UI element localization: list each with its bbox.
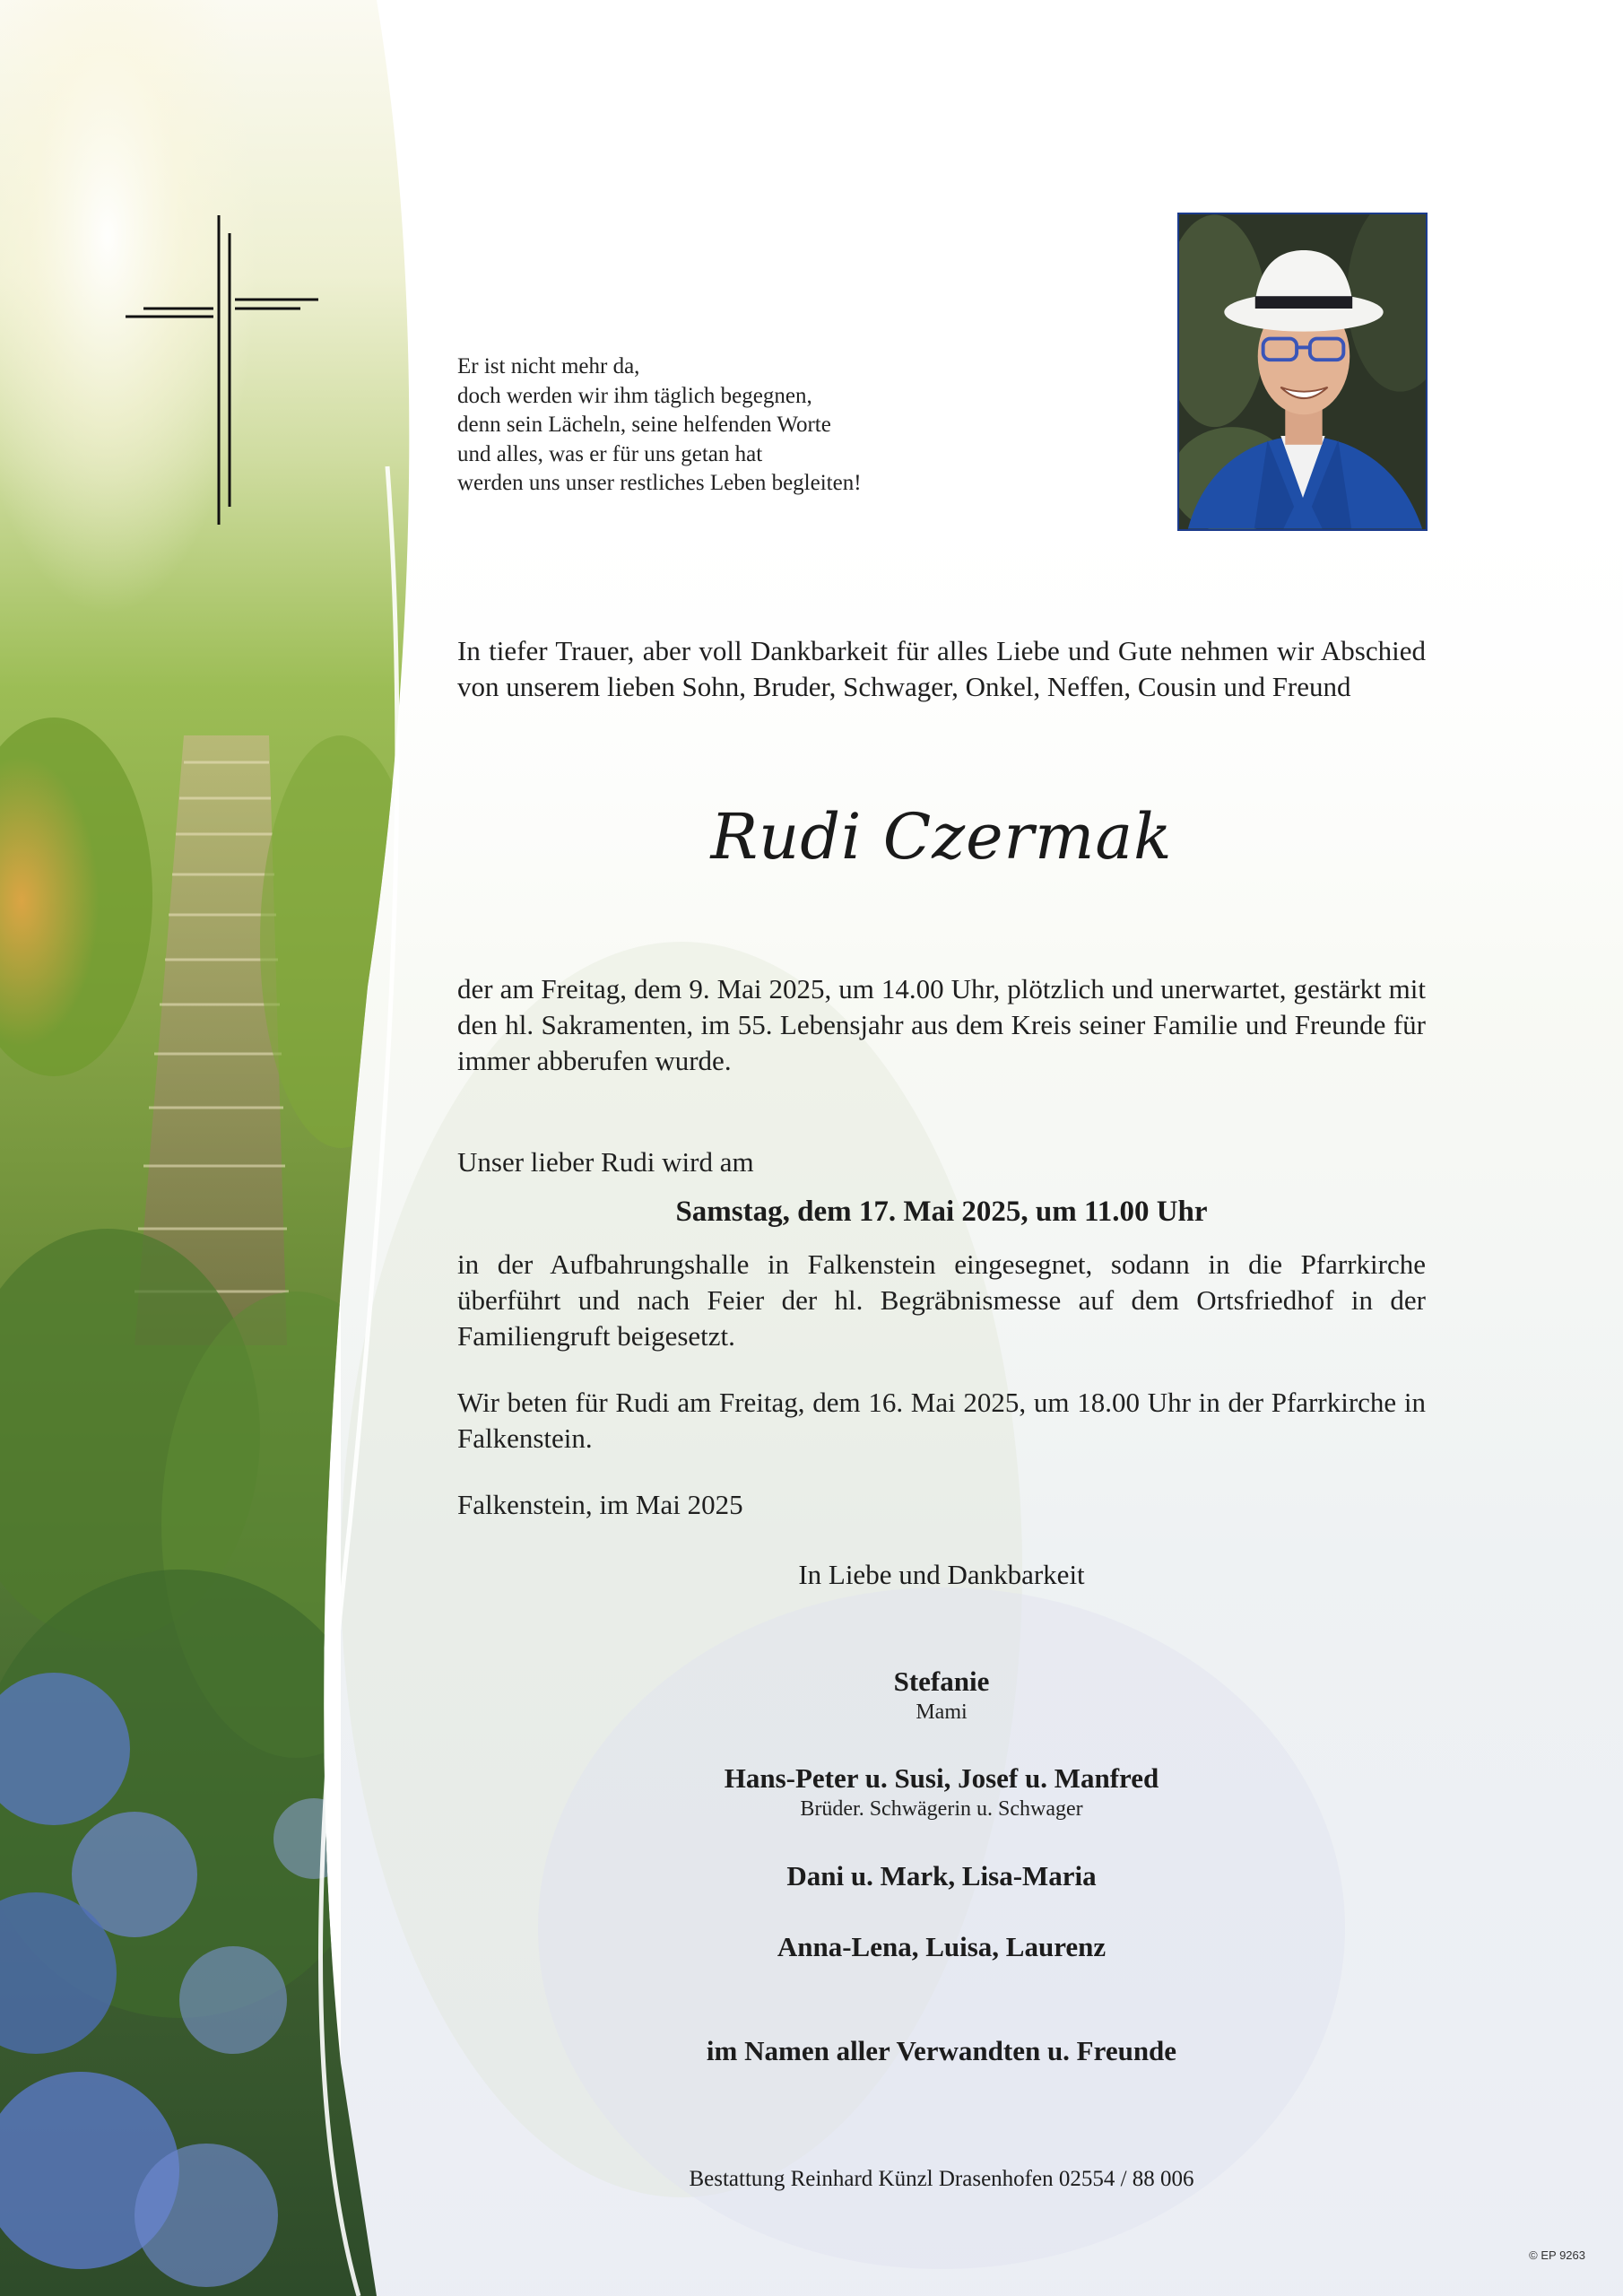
funeral-date: Samstag, dem 17. Mai 2025, um 11.00 Uhr — [675, 1196, 1208, 1228]
family-entry — [457, 1859, 1426, 1893]
family-name: Stefanie — [893, 1665, 990, 1697]
family-name: Hans-Peter u. Susi, Josef u. Manfred — [724, 1762, 1159, 1794]
quote-line: doch werden wir ihm täglich begegnen, — [457, 383, 812, 408]
family-relation: Mami — [916, 1700, 968, 1724]
quote-line: Er ist nicht mehr da, — [457, 354, 640, 378]
family-entry — [457, 1930, 1426, 1964]
family-name: Dani u. Mark, Lisa-Maria — [786, 1860, 1097, 1892]
deceased-name: Rudi Czermak — [710, 800, 1173, 874]
family-relation: Brüder. Schwägerin u. Schwager — [800, 1797, 1083, 1821]
death-notice-text: der am Freitag, dem 9. Mai 2025, um 14.00 Uhr, plötzlich und unerwartet, gestärkt mit den hl. Sakramenten, im 55. Lebensjahr aus dem Kreis seiner Familie und Freunde für immer abberufen wurde. — [457, 973, 1426, 1076]
family-entry — [457, 1761, 1426, 1822]
family-name: Anna-Lena, Luisa, Laurenz — [777, 1931, 1107, 1962]
quote-line: und alles, was er für uns getan hat — [457, 441, 763, 466]
family-entry — [457, 1665, 1426, 1726]
undertaker-info: Bestattung Reinhard Künzl Drasenhofen 02554 / 88 006 — [689, 2167, 1194, 2191]
quote-line: denn sein Lächeln, seine helfenden Worte — [457, 413, 831, 437]
cross-icon — [126, 215, 318, 525]
quote-line: werden uns unser restliches Leben begleiten! — [457, 471, 862, 495]
place-date: Falkenstein, im Mai 2025 — [457, 1489, 743, 1520]
portrait-photo — [1177, 213, 1428, 531]
print-code: © EP 9263 — [1529, 2248, 1585, 2262]
mourning-intro-text: In tiefer Trauer, aber voll Dankbarkeit für alles Liebe und Gute nehmen wir Abschied von unserem lieben Sohn, Bruder, Schwager, Onkel, Neffen, Cousin und Freund — [457, 635, 1426, 702]
on-behalf-text: im Namen aller Verwandten u. Freunde — [706, 2035, 1177, 2066]
funeral-details-text: in der Aufbahrungshalle in Falkenstein eingesegnet, sodann in die Pfarrkirche überführt und nach Feier der hl. Begräbnismesse auf dem Ortsfriedhof in der Familiengruft beigesetzt. — [457, 1248, 1426, 1352]
prayer-text: Wir beten für Rudi am Freitag, dem 16. Mai 2025, um 18.00 Uhr in der Pfarrkirche in Falkenstein. — [457, 1387, 1426, 1454]
closing-phrase: In Liebe und Dankbarkeit — [798, 1559, 1085, 1590]
funeral-intro-text: Unser lieber Rudi wird am — [457, 1146, 754, 1178]
memorial-quote — [457, 352, 959, 499]
